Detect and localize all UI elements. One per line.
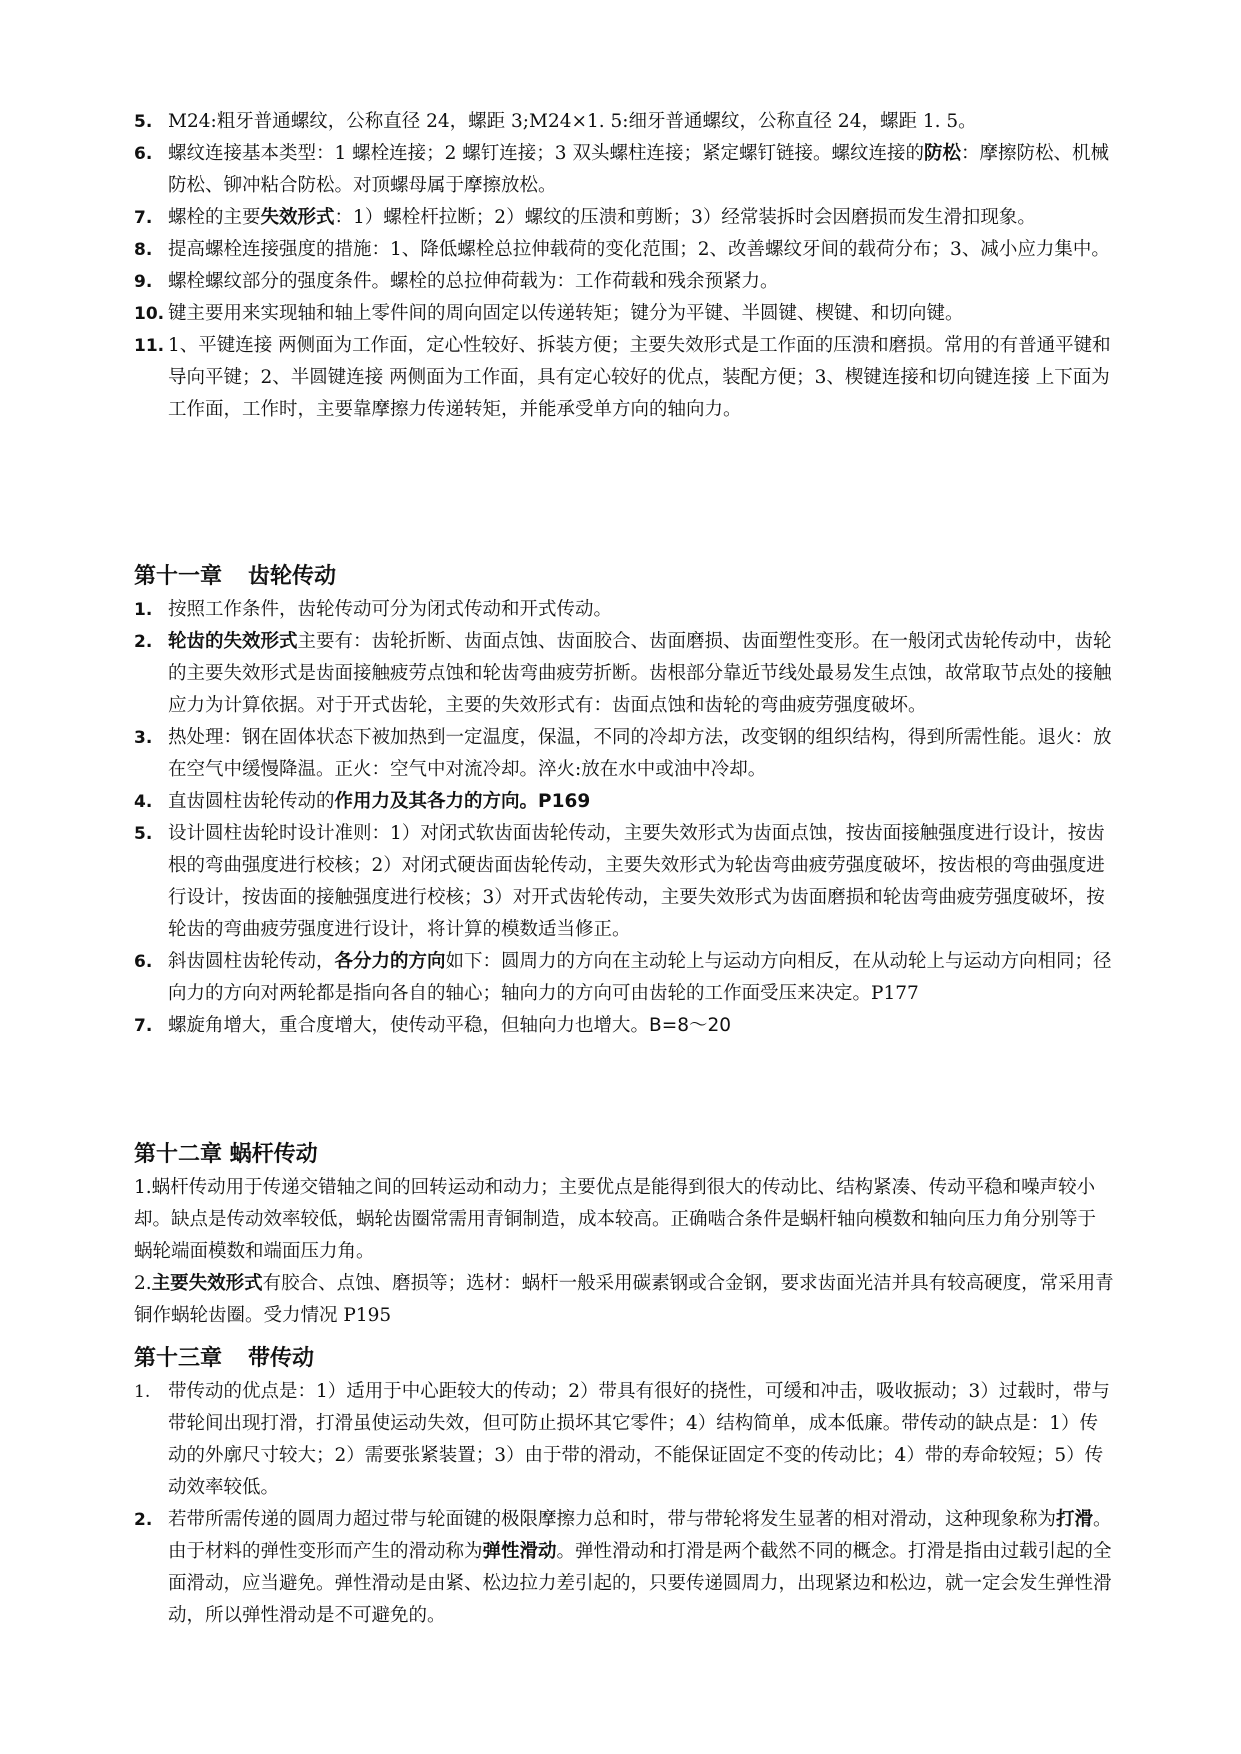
item-text: M24:粗牙普通螺纹，公称直径 24，螺距 3;M24×1. 5:细牙普通螺纹，公称直径 24，螺距 1. 5。 [168,111,977,132]
section-threads-keys [134,106,1114,426]
chapter-12 [134,1138,1114,1332]
item-number: 5. [134,824,153,844]
list-item [134,786,1114,818]
chapter-number: 第十三章 [134,1346,223,1371]
item-text: 有胶合、点蚀、磨损等；选材：蜗杆一般采用碳素钢或合金钢，要求齿面光洁并具有较高硬度，常采用青铜作蜗轮齿圈。受力情况 P195 [134,1273,1114,1326]
list-item [134,1504,1114,1632]
item-text: 带传动的优点是：1）适用于中心距较大的传动；2）带具有很好的挠性，可缓和冲击，吸收振动；3）过载时，带与带轮间出现打滑，打滑虽使运动失效，但可防止损坏其它零件；4）结构简单，成本低廉。带传动的缺点是：1）传动的外廓尺寸较大；2）需要张紧装置；3）由于带的滑动，不能保证固定不变的传动比；4）带的寿命较短；5）传动效率较低。 [168,1381,1110,1498]
list-item [134,330,1114,426]
item-number: 1. [134,1382,151,1402]
item-text: 直齿圆柱齿轮传动的 [168,791,335,812]
list-item [134,626,1114,722]
list-item [134,234,1114,266]
item-emphasis: 防松 [923,143,961,164]
item-number: 2. [134,1510,153,1530]
item-text: 如下：圆周力的方向在主动轮上与运动方向相反，在从动轮上与运动方向相同；径向力的方向对两轮都是指向各自的轴心；轴向力的方向可由齿轮的工作面受压来决定。P177 [168,951,1112,1004]
item-text: 若带所需传递的圆周力超过带与轮面键的极限摩擦力总和时，带与带轮将发生显著的相对滑动，这种现象称为 [168,1509,1057,1530]
item-number: 2. [134,632,153,652]
item-text: 键主要用来实现轴和轴上零件间的周向固定以传递转矩；键分为平键、半圆键、楔键、和切向键。 [168,303,964,324]
list-item [134,594,1114,626]
list-item [134,1010,1114,1042]
item-number: 7. [134,208,153,228]
item-text: 螺栓的主要 [168,207,261,228]
item-emphasis: 主要失效形式 [151,1273,263,1294]
item-text: 螺旋角增大，重合度增大，使传动平稳，但轴向力也增大。 [168,1015,650,1036]
chapter-13 [134,1342,1114,1632]
chapter-title: 第十二章 蜗杆传动 [134,1142,318,1167]
item-text: 1、平键连接 两侧面为工作面，定心性较好、拆装方便；主要失效形式是工作面的压溃和磨损。常用的有普通平键和导向平键；2、半圆键连接 两侧面为工作面，具有定心较好的优点，装配方便；3、楔键连接和切向键连接 上下面为工作面，工作时，主要靠摩擦力传递转矩，并能承受单方向的轴向力。 [168,335,1111,420]
item-formula: B=8～20 [649,1015,732,1036]
item-emphasis: 失效形式 [260,207,335,228]
list-item [134,1376,1114,1504]
item-number: 10. [134,304,165,324]
item-text: 斜齿圆柱齿轮传动， [168,951,335,972]
item-text: 。弹性滑动和打滑是两个截然不同的概念。打滑是指由过载引起的全面滑动，应当避免。弹性滑动是由紧、松边拉力差引起的，只要传递圆周力，出现紧边和松边，就一定会发生弹性滑动，所以弹性滑动是不可避免的。 [168,1541,1112,1626]
list-item [134,818,1114,946]
chapter-title [134,1342,1114,1376]
item-text: 螺栓螺纹部分的强度条件。螺栓的总拉伸荷载为：工作荷载和残余预紧力。 [168,271,779,292]
item-emphasis: 轮齿的失效形式 [168,631,298,652]
chapter-name: 齿轮传动 [248,564,337,589]
list-item [134,946,1114,1010]
item-number: 4. [134,792,153,812]
item-text: 热处理：钢在固体状态下被加热到一定温度，保温，不同的冷却方法，改变钢的组织结构，得到所需性能。退火：放在空气中缓慢降温。正火：空气中对流冷却。淬火:放在水中或油中冷却。 [168,727,1112,780]
list-item [134,722,1114,786]
chapter-title [134,560,1114,594]
item-emphasis: 各分力的方向 [334,951,446,972]
item-text: ：摩擦防松、机械防松、铆冲粘合防松。对顶螺母属于摩擦放松。 [168,143,1109,196]
item-text: 按照工作条件，齿轮传动可分为闭式传动和开式传动。 [168,599,613,620]
chapter-name: 带传动 [248,1346,315,1371]
item-number: 7. [134,1016,153,1036]
item-number: 1. [134,600,153,620]
list-item [134,138,1114,202]
list-item [134,298,1114,330]
item-number: 11. [134,336,165,356]
item-number: 5. [134,112,153,132]
item-number: 8. [134,240,153,260]
item-text: 提高螺栓连接强度的措施：1、降低螺栓总拉伸载荷的变化范围；2、改善螺纹牙间的载荷分布；3、减小应力集中。 [168,239,1110,260]
item-emphasis: 作用力及其各力的方向。P169 [334,791,591,812]
item-text: 。由于材料的弹性变形而产生的滑动称为 [168,1509,1112,1562]
item-text: ：1）螺栓杆拉断；2）螺纹的压溃和剪断；3）经常装拆时会因磨损而发生滑扣现象。 [334,207,1036,228]
list-item [134,106,1114,138]
item-text: 设计圆柱齿轮时设计准则：1）对闭式软齿面齿轮传动，主要失效形式为齿面点蚀，按齿面接触强度进行设计，按齿根的弯曲强度进行校核；2）对闭式硬齿面齿轮传动，主要失效形式为轮齿弯曲疲劳强度破坏，按齿根的弯曲强度进行设计，按齿面的接触强度进行校核；3）对开式齿轮传动，主要失效形式为齿面磨损和轮齿弯曲疲劳强度破坏，按轮齿的弯曲疲劳强度进行设计，将计算的模数适当修正。 [168,823,1105,940]
chapter-11 [134,560,1114,1042]
item-number: 3. [134,728,153,748]
chapter-number: 第十一章 [134,564,223,589]
list-item [134,202,1114,234]
item-number: 9. [134,272,153,292]
paragraph: 1.蜗杆传动用于传递交错轴之间的回转运动和动力；主要优点是能得到很大的传动比、结构紧凑、传动平稳和噪声较小却。缺点是传动效率较低，蜗轮齿圈常需用青铜制造，成本较高。正确啮合条件是蜗杆轴向模数和轴向压力角分别等于蜗轮端面模数和端面压力角。 [134,1177,1097,1262]
list-item [134,266,1114,298]
item-number: 6. [134,144,153,164]
item-emphasis: 弹性滑动 [482,1541,557,1562]
item-number: 6. [134,952,153,972]
item-text: 主要有：齿轮折断、齿面点蚀、齿面胶合、齿面磨损、齿面塑性变形。在一般闭式齿轮传动中，齿轮的主要失效形式是齿面接触疲劳点蚀和轮齿弯曲疲劳折断。齿根部分靠近节线处最易发生点蚀，故常取节点处的接触应力为计算依据。对于开式齿轮，主要的失效形式有：齿面点蚀和齿轮的弯曲疲劳强度破坏。 [168,631,1112,716]
paragraph [134,1268,1114,1332]
paragraph-number: 2. [134,1273,152,1294]
item-emphasis: 打滑 [1056,1509,1094,1530]
item-text: 螺纹连接基本类型：1 螺栓连接；2 螺钉连接；3 双头螺柱连接；紧定螺钉链接。螺纹连接的 [168,143,924,164]
